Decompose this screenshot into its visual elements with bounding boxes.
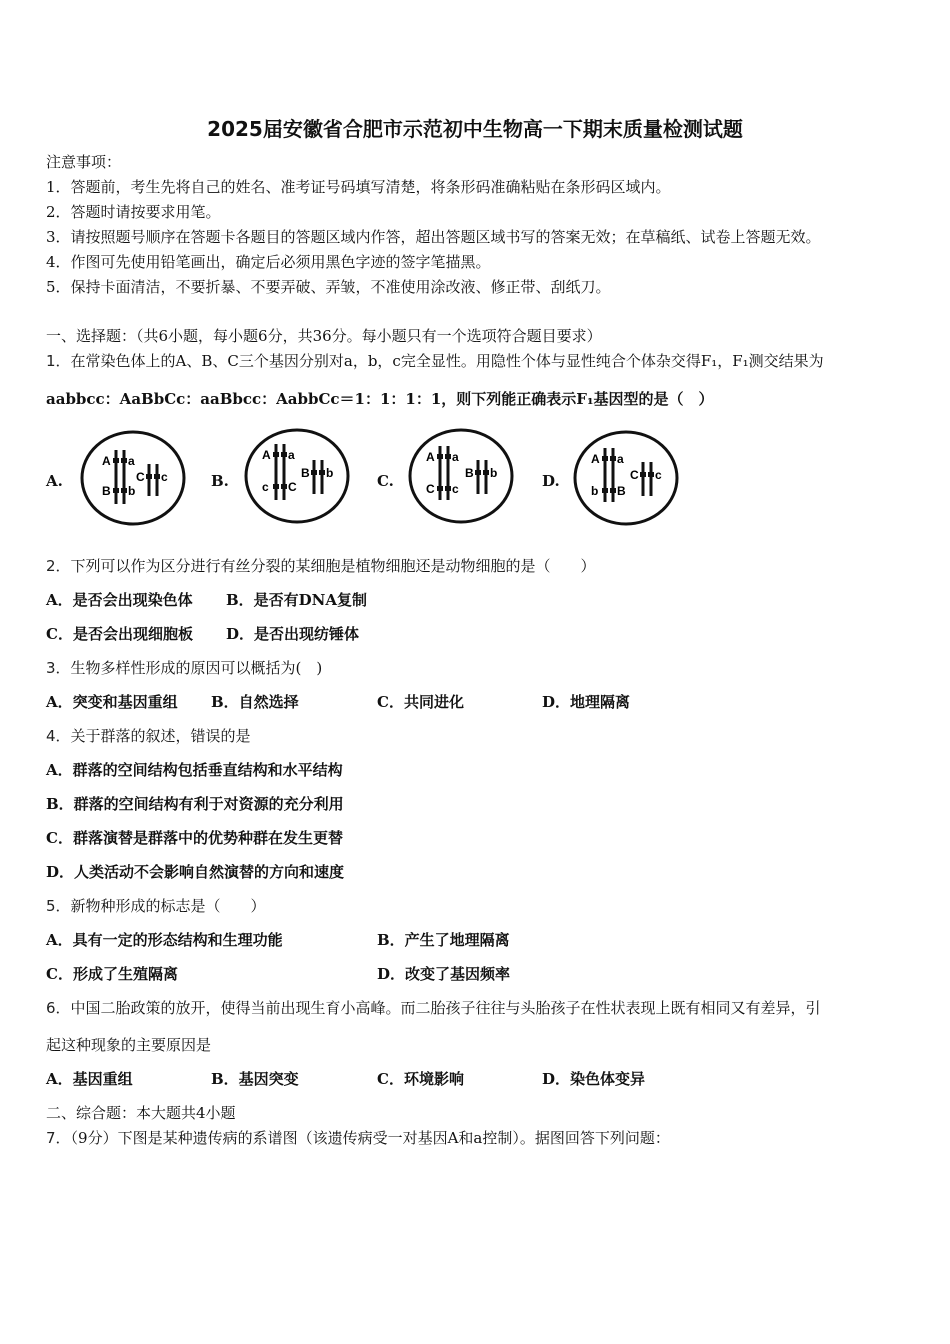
option-b[interactable]: B．自然选择 — [211, 693, 299, 711]
cell-diagram-c — [408, 426, 518, 526]
notice-item: 2．答题时请按要求用笔。 — [46, 203, 221, 221]
option-label: D. — [542, 472, 560, 490]
option-c[interactable]: C．共同进化 — [377, 693, 464, 711]
question-text: 下列可以作为区分进行有丝分裂的某细胞是植物细胞还是动物细胞的是（ ） — [70, 557, 596, 575]
question-5 — [46, 896, 266, 916]
option-label: A. — [46, 472, 63, 490]
cell-diagram-a — [80, 428, 190, 528]
page-title: 2025届安徽省合肥市示范初中生物高一下期末质量检测试题 — [207, 117, 743, 141]
notice-heading: 注意事项： — [46, 153, 122, 171]
gene-label: B — [102, 484, 111, 498]
question-score: （9分） — [70, 1129, 118, 1147]
option-c[interactable]: C．群落演替是群落中的优势种群在发生更替 — [46, 829, 343, 847]
option-b[interactable]: B．基因突变 — [211, 1070, 299, 1088]
gene-label: A — [102, 454, 111, 468]
question-1-line-2: aabbcc：AaBbCc：aaBbcc：AabbCc＝1：1：1：1，则下列能正确表示F₁基因型的是（ ） — [46, 390, 714, 408]
gene-label: C — [426, 482, 435, 496]
gene-label: b — [326, 466, 334, 480]
option-label: C. — [377, 472, 394, 490]
question-number: 5． — [46, 897, 71, 915]
gene-label: B — [301, 466, 310, 480]
option-c[interactable]: C．环境影响 — [377, 1070, 464, 1088]
gene-label: b — [490, 466, 498, 480]
question-7 — [46, 1128, 670, 1148]
question-number: 1． — [46, 352, 71, 370]
gene-label: A — [262, 448, 271, 462]
option-a[interactable]: A．是否会出现染色体 — [46, 591, 193, 609]
option-c[interactable]: C．形成了生殖隔离 — [46, 965, 178, 983]
gene-label: c — [452, 482, 459, 496]
question-number: 2． — [46, 557, 71, 575]
question-text: 生物多样性形成的原因可以概括为( ) — [70, 659, 323, 677]
gene-label: b — [591, 484, 599, 498]
section-heading-choice: 一、选择题：（共6小题，每小题6分，共36分。每小题只有一个选项符合题目要求） — [46, 327, 602, 345]
question-2 — [46, 556, 596, 576]
notice-item: 4．作图可先使用铅笔画出，确定后必须用黑色字迹的签字笔描黑。 — [46, 253, 491, 271]
option-a[interactable]: A．基因重组 — [46, 1070, 133, 1088]
gene-label: A — [591, 452, 600, 466]
option-label: B. — [211, 472, 229, 490]
question-6-line-2: 起这种现象的主要原因是 — [46, 1036, 212, 1054]
gene-label: C — [136, 470, 145, 484]
question-number: 6． — [46, 999, 71, 1017]
option-d[interactable]: D．是否出现纺锤体 — [226, 625, 360, 643]
question-number: 7． — [46, 1129, 71, 1147]
option-d[interactable]: D．人类活动不会影响自然演替的方向和速度 — [46, 863, 345, 881]
gene-label: c — [262, 480, 269, 494]
gene-label: C — [630, 468, 639, 482]
section-heading-comprehensive: 二、综合题：本大题共4小题 — [46, 1104, 236, 1122]
question-text: 关于群落的叙述，错误的是 — [70, 727, 251, 745]
question-text: 下图是某种遗传病的系谱图（该遗传病受一对基因A和a控制）。据图回答下列问题： — [117, 1129, 670, 1147]
cell-diagram-d — [573, 428, 683, 528]
question-6-line-1 — [46, 998, 821, 1018]
option-a[interactable]: A．突变和基因重组 — [46, 693, 178, 711]
gene-label: c — [655, 468, 662, 482]
option-d[interactable]: D．染色体变异 — [542, 1070, 646, 1088]
gene-label: C — [288, 480, 297, 494]
gene-label: B — [465, 466, 474, 480]
option-b[interactable]: B．是否有DNA复制 — [226, 591, 368, 609]
gene-label: a — [128, 454, 135, 468]
gene-label: a — [617, 452, 624, 466]
gene-label: a — [288, 448, 295, 462]
notice-item: 5．保持卡面清洁，不要折暴、不要弄破、弄皱，不准使用涂改液、修正带、刮纸刀。 — [46, 278, 611, 296]
gene-label: B — [617, 484, 626, 498]
option-a[interactable]: A．具有一定的形态结构和生理功能 — [46, 931, 283, 949]
notice-item: 3．请按照题号顺序在答题卡各题目的答题区域内作答，超出答题区域书写的答案无效；在草稿纸、试卷上答题无效。 — [46, 228, 821, 246]
question-text: 在常染色体上的A、B、C三个基因分别对a，b，c完全显性。用隐性个体与显性纯合个体杂交得F₁，F₁测交结果为 — [70, 352, 824, 370]
option-c[interactable]: C．是否会出现细胞板 — [46, 625, 193, 643]
question-number: 4． — [46, 727, 71, 745]
gene-label: c — [161, 470, 168, 484]
question-3 — [46, 658, 322, 678]
question-1-line-1 — [46, 351, 824, 371]
gene-label: A — [426, 450, 435, 464]
gene-label: b — [128, 484, 136, 498]
option-d[interactable]: D．地理隔离 — [542, 693, 631, 711]
gene-label: a — [452, 450, 459, 464]
question-number: 3． — [46, 659, 71, 677]
question-text: 新物种形成的标志是（ ） — [70, 897, 266, 915]
cell-diagram-b — [244, 426, 354, 526]
notice-item: 1．答题前，考生先将自己的姓名、准考证号码填写清楚，将条形码准确粘贴在条形码区域内。 — [46, 178, 671, 196]
option-b[interactable]: B．群落的空间结构有利于对资源的充分利用 — [46, 795, 344, 813]
option-d[interactable]: D．改变了基因频率 — [377, 965, 511, 983]
option-b[interactable]: B．产生了地理隔离 — [377, 931, 510, 949]
question-4 — [46, 726, 251, 746]
question-text: 中国二胎政策的放开，使得当前出现生育小高峰。而二胎孩子往往与头胎孩子在性状表现上既有相同又有差异，引 — [70, 999, 821, 1017]
option-a[interactable]: A．群落的空间结构包括垂直结构和水平结构 — [46, 761, 343, 779]
